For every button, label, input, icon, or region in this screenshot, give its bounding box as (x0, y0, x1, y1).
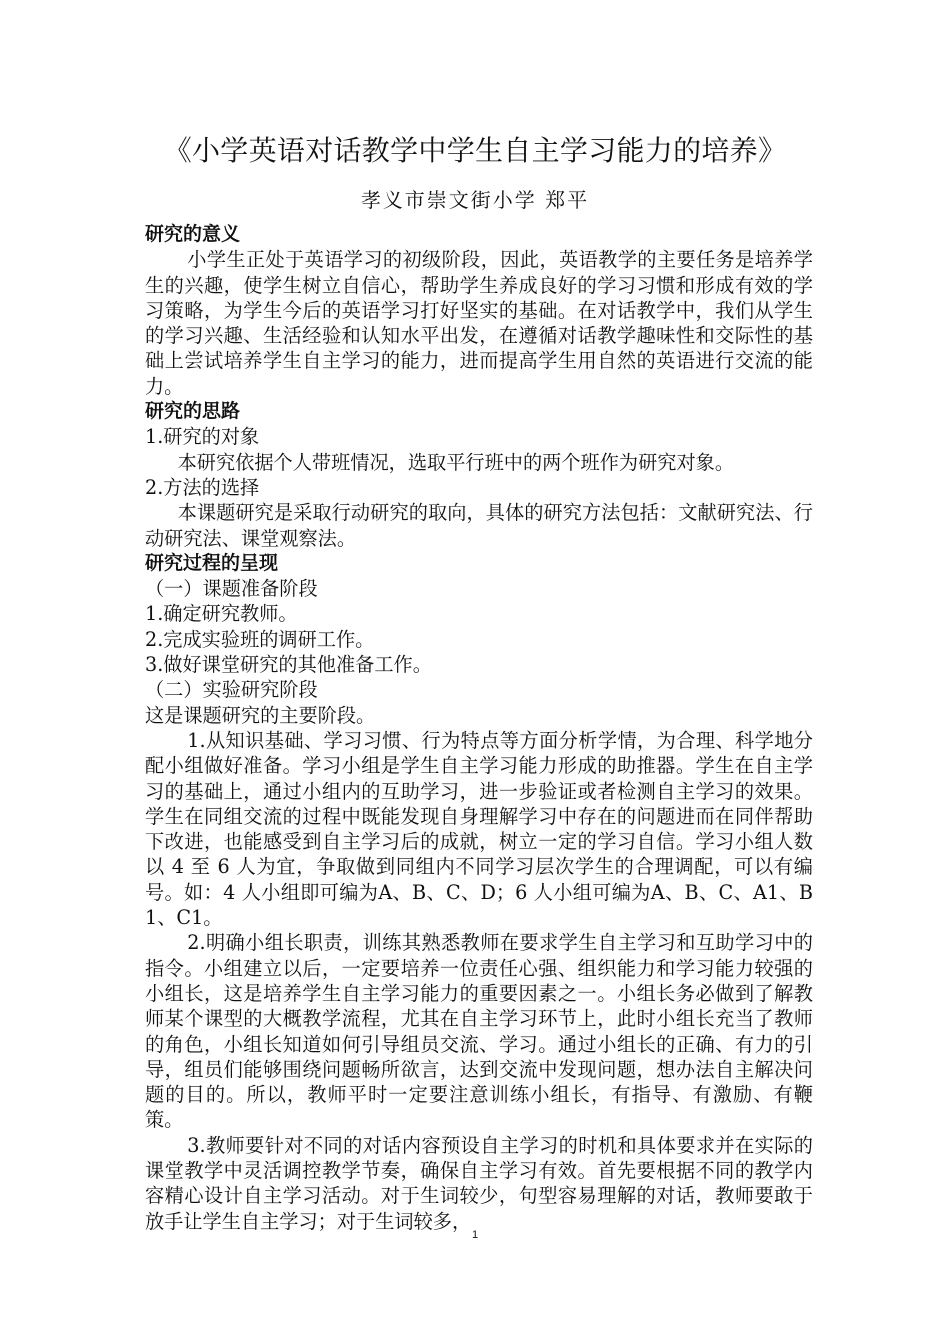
page-number: 1 (471, 1229, 479, 1241)
subheading-research-object: 1.研究的对象 (145, 425, 260, 449)
document-title: 《小学英语对话教学中学生自主学习能力的培养》 (163, 134, 787, 167)
list-item-stage1-1: 1.确定研究教师。 (145, 602, 298, 626)
document-body (145, 222, 813, 1234)
section-heading-process: 研究过程的呈现 (145, 551, 279, 574)
section-heading-significance: 研究的意义 (145, 223, 241, 245)
paragraph-stage2-intro: 这是课题研究的主要阶段。 (145, 703, 376, 727)
paragraph-method: 本课题研究是采取行动研究的取向，具体的研究方法包括：文献研究法、行动研究法、课堂观察法。 (145, 501, 813, 550)
paragraph-point-3: 3.教师要针对不同的对话内容预设自主学习的时机和具体要求并在实际的课堂教学中灵活调控教学节奏，确保自主学习有效。首先要根据不同的教学内容精心设计自主学习活动。对于生词较少，句型容易理解的对话，教师要敢于放手让学生自主学习；对于生词较多， (145, 1133, 813, 1233)
stage-label-preparation: （一）课题准备阶段 (145, 577, 318, 601)
author-line: 孝义市崇文街小学 郑平 (360, 188, 590, 212)
paragraph-research-object: 本研究依据个人带班情况，选取平行班中的两个班作为研究对象。 (177, 450, 735, 474)
subheading-method: 2.方法的选择 (145, 475, 260, 499)
list-item-stage1-2: 2.完成实验班的调研工作。 (145, 627, 375, 651)
paragraph-point-2: 2.明确小组长职责，训练其熟悉教师在要求学生自主学习和互助学习中的指令。小组建立以后，一定要培养一位责任心强、组织能力和学习能力较强的小组长，这是培养学生自主学习能力的重要因素之一。小组长务必做到了解教师某个课型的大概教学流程，尤其在自主学习环节上，此时小组长充当了教师的角色，小组长知道如何引导组员交流、学习。通过小组长的正确、有力的引导，组员们能够围绕问题畅所欲言，达到交流中发现问题，想办法自主解决问题的目的。所以，教师平时一定要注意训练小组长，有指导、有激励、有鞭策。 (145, 931, 813, 1132)
stage-label-experiment: （二）实验研究阶段 (145, 678, 318, 702)
section-heading-approach: 研究的思路 (145, 400, 241, 423)
paragraph-significance: 小学生正处于英语学习的初级阶段，因此，英语教学的主要任务是培养学生的兴趣，使学生树立自信心，帮助学生养成良好的学习习惯和形成有效的学习策略，为学生今后的英语学习打好坚实的基础。在对话教学中，我们从学生的学习兴趣、生活经验和认知水平出发，在遵循对话教学趣味性和交际性的基础上尝试培养学生自主学习的能力，进而提高学生用自然的英语进行交流的能力。 (145, 248, 813, 398)
list-item-stage1-3: 3.做好课堂研究的其他准备工作。 (145, 653, 432, 677)
paragraph-point-1: 1.从知识基础、学习习惯、行为特点等方面分析学情，为合理、科学地分配小组做好准备。学习小组是学生自主学习能力形成的助推器。学生在自主学习的基础上，通过小组内的互助学习，进一步验证或者检测自主学习的效果。学生在同组交流的过程中既能发现自身理解学习中存在的问题进而在同伴帮助下改进，也能感受到自主学习后的成就，树立一定的学习自信。学习小组人数以 4 至 6 人为宜，争取做到同组内不同学习层次学生的合理调配，可以有编号。如：4 人小组即可编为A、B、C、D；6 人小组可编为A、B、C、A1、B1、C1。 (145, 728, 813, 930)
